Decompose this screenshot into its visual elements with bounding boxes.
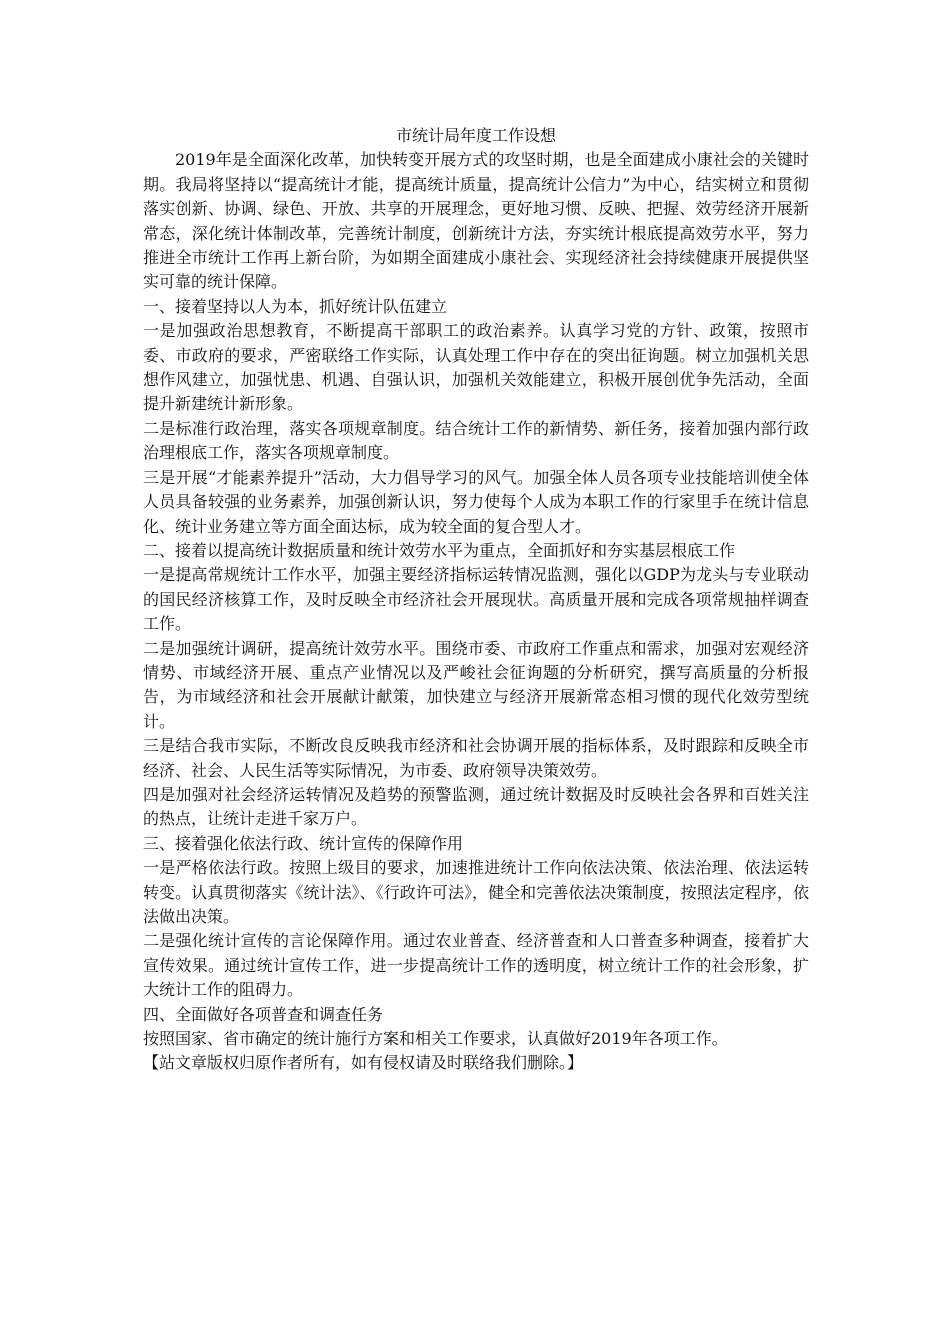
section-1-paragraph-2: 二是标准行政治理，落实各项规章制度。结合统计工作的新情势、新任务，接着加强内部行政治理根底工作，落实各项规章制度。 [143, 418, 809, 463]
document-body [143, 124, 809, 1076]
section-3-paragraph-1: 一是严格依法行政。按照上级目的要求，加速推进统计工作向依法决策、依法治理、依法运转转变。认真贯彻落实《统计法》、《行政许可法》，健全和完善依法决策制度，按照法定程序，依法做出决策。 [143, 858, 809, 926]
section-2-paragraph-1: 一是提高常规统计工作水平，加强主要经济指标运转情况监测，强化以GDP为龙头与专业联动的国民经济核算工作，及时反映全市经济社会开展现状。高质量开展和完成各项常规抽样调查工作。 [143, 565, 809, 634]
intro-paragraph: 2019年是全面深化改革，加快转变开展方式的攻坚时期，也是全面建成小康社会的关键时期。我局将坚持以“提高统计才能，提高统计质量，提高统计公信力”为中心，结实树立和贯彻落实创新、协调、绿色、开放、共享的开展理念，更好地习惯、反映、把握、效劳经济开展新常态，深化统计体制改革，完善统计制度，创新统计方法，夯实统计根底提高效劳水平，努力推进全市统计工作再上新台阶，为如期全面建成小康社会、实现经济社会持续健康开展提供坚实可靠的统计保障。 [143, 150, 809, 292]
section-3-heading: 三、接着强化依法行政、统计宣传的保障作用 [143, 833, 464, 853]
section-1-paragraph-1: 一是加强政治思想教育，不断提高干部职工的政治素养。认真学习党的方针、政策，按照市委、市政府的要求，严密联络工作实际，认真处理工作中存在的突出征询题。树立加强机关思想作风建立，加强忧患、机遇、自强认识，加强机关效能建立，积极开展创优争先活动，全面提升新建统计新形象。 [143, 321, 809, 414]
section-4-paragraph-1: 按照国家、省市确定的统计施行方案和相关工作要求，认真做好2019年各项工作。 [143, 1029, 728, 1049]
document-title: 市统计局年度工作设想 [395, 126, 556, 145]
section-1-heading: 一、接着坚持以人为本，抓好统计队伍建立 [143, 296, 448, 316]
section-1-paragraph-3: 三是开展“才能素养提升”活动，大力倡导学习的风气。加强全体人员各项专业技能培训使全体人员具备较强的业务素养，加强创新认识，努力使每个人成为本职工作的行家里手在统计信息化、统计业务建立等方面全面达标，成为较全面的复合型人才。 [143, 467, 809, 536]
section-3-paragraph-2: 二是强化统计宣传的言论保障作用。通过农业普查、经济普查和人口普查多种调查，接着扩大宣传效果。通过统计宣传工作，进一步提高统计工作的透明度，树立统计工作的社会形象，扩大统计工作的阻碍力。 [143, 931, 809, 1000]
section-2-paragraph-2: 二是加强统计调研，提高统计效劳水平。围绕市委、市政府工作重点和需求，加强对宏观经济情势、市域经济开展、重点产业情况以及严峻社会征询题的分析研究，撰写高质量的分析报告，为市域经济和社会开展献计献策，加快建立与经济开展新常态相习惯的现代化效劳型统计。 [143, 638, 809, 731]
section-2-heading: 二、接着以提高统计数据质量和统计效劳水平为重点，全面抓好和夯实基层根底工作 [143, 540, 736, 560]
section-2-paragraph-3: 三是结合我市实际，不断改良反映我市经济和社会协调开展的指标体系，及时跟踪和反映全市经济、社会、人民生活等实际情况，为市委、政府领导决策效劳。 [143, 736, 809, 780]
section-2-paragraph-4: 四是加强对社会经济运转情况及趋势的预警监测，通过统计数据及时反映社会各界和百姓关注的热点，让统计走进千家万户。 [143, 784, 809, 829]
section-4-heading: 四、全面做好各项普查和调查任务 [143, 1004, 384, 1024]
copyright-notice: 【站文章版权归原作者所有，如有侵权请及时联络我们删除。】 [143, 1053, 584, 1073]
